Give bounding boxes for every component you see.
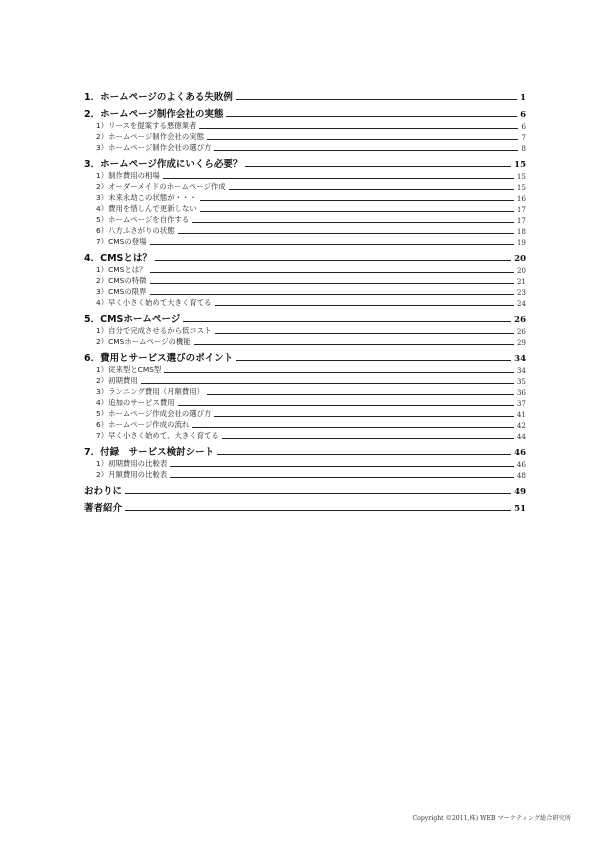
toc-page-number: 15 [516,183,526,192]
toc-section-entry [84,181,526,192]
toc-section-title: 3）ホームページ制作会社の選び方 [96,143,212,152]
toc-leader-line [207,394,514,395]
toc-section-title: 3）CMSの限界 [96,287,147,296]
toc-leader-line [125,493,511,494]
toc-section-title: 3）未来永劫この状態が・・・ [96,193,197,202]
toc-chapter-entry [84,106,526,120]
toc-section-entry [84,192,526,203]
toc-section-title: 2）CMSの特徴 [96,276,147,285]
toc-section-title: 6）ホームページ作成の流れ [96,420,190,429]
toc-page-number: 17 [516,205,526,214]
toc-leader-line [222,438,514,439]
toc-page-number: 23 [516,288,526,297]
toc-section-title: 1）リースを提案する悪徳業者 [96,121,197,130]
toc-page-number: 6 [521,122,526,131]
toc-leader-line [183,321,511,322]
toc-section-title: 1）制作費用の相場 [96,171,160,180]
toc-section-entry [84,297,526,308]
table-of-contents [84,89,526,514]
toc-leader-line [229,189,514,190]
toc-section-title: 2）CMSホームページの機能 [96,337,191,346]
toc-section-title: 2）ホームページ制作会社の実態 [96,132,205,141]
toc-leader-line [141,383,514,384]
toc-page-number: 35 [516,377,526,386]
toc-leader-line [199,128,518,129]
toc-leader-line [125,510,511,511]
toc-page-number: 46 [514,448,526,458]
toc-leader-line [214,416,513,417]
toc-section-entry [84,397,526,408]
toc-chapter-title: 2．ホームページ制作会社の実態 [84,109,224,120]
toc-leader-line [164,372,514,373]
toc-section-entry [84,120,526,131]
toc-section-title: 2）月額費用の比較表 [96,470,168,479]
toc-leader-line [207,139,518,140]
toc-section-entry [84,275,526,286]
toc-chapter-title: 3．ホームページ作成にいくら必要？ [84,159,243,170]
toc-page-number: 51 [514,504,526,514]
toc-section-title: 1）初期費用の比較表 [96,459,168,468]
toc-leader-line [200,211,514,212]
toc-leader-line [192,427,514,428]
toc-leader-line [170,477,514,478]
toc-page-number: 20 [516,266,526,275]
toc-section-entry [84,336,526,347]
toc-section-entry [84,286,526,297]
toc-section-entry [84,430,526,441]
toc-leader-line [214,150,518,151]
toc-section-entry [84,142,526,153]
toc-section-entry [84,203,526,214]
toc-page-number: 26 [514,315,526,325]
toc-section-entry [84,419,526,430]
toc-section-title: 1）自分で完成させるから低コスト [96,326,212,335]
toc-page-number: 18 [516,227,526,236]
toc-page-number: 6 [520,110,526,120]
toc-section-title: 6）八方ふさがりの状態 [96,226,175,235]
toc-chapter-title: 5．CMSホームページ [84,314,181,325]
toc-page-number: 44 [516,432,526,441]
toc-chapter-title: おわりに [84,486,123,497]
toc-leader-line [236,360,511,361]
toc-leader-line [150,283,514,284]
toc-chapter-entry [84,483,526,497]
toc-chapter-entry [84,350,526,364]
toc-leader-line [215,305,514,306]
toc-leader-line [215,333,514,334]
toc-section-entry [84,236,526,247]
toc-leader-line [155,260,511,261]
toc-page-number: 46 [516,460,526,469]
toc-leader-line [150,272,514,273]
toc-chapter-entry [84,311,526,325]
toc-leader-line [200,200,514,201]
toc-section-title: 1）従来型とCMS型 [96,365,162,374]
toc-chapter-title: 4．CMSとは？ [84,253,152,264]
toc-page-number: 41 [516,410,526,419]
toc-page-number: 48 [516,471,526,480]
toc-leader-line [178,233,514,234]
toc-leader-line [178,405,514,406]
toc-page-number: 36 [516,388,526,397]
toc-leader-line [170,466,514,467]
toc-page-number: 15 [514,160,526,170]
toc-section-title: 2）オーダーメイドのホームページ作成 [96,182,226,191]
toc-section-entry [84,214,526,225]
toc-section-title: 4）早く小さく始めて大きく育てる [96,298,212,307]
toc-page-number: 29 [516,338,526,347]
toc-chapter-title: 7．付録 サービス検討シート [84,447,215,458]
toc-section-title: 3）ランニング費用（月額費用） [96,387,205,396]
toc-section-entry [84,458,526,469]
toc-section-entry [84,375,526,386]
toc-section-title: 2）初期費用 [96,376,138,385]
toc-page-number: 15 [516,172,526,181]
toc-chapter-title: 6．費用とサービス選びのポイント [84,353,234,364]
toc-section-entry [84,386,526,397]
toc-page-number: 49 [514,487,526,497]
toc-leader-line [194,344,514,345]
toc-page-number: 42 [516,421,526,430]
toc-chapter-entry [84,500,526,514]
copyright-footer: Copyright ©2011,株) WEB マーケティング総合研究所 [412,815,571,822]
toc-leader-line [217,454,511,455]
toc-section-entry [84,364,526,375]
toc-page-number: 20 [514,254,526,264]
toc-section-entry [84,225,526,236]
toc-chapter-entry [84,444,526,458]
toc-section-title: 1）CMSとは？ [96,265,147,274]
toc-section-title: 4）費用を惜しんで更新しない [96,204,197,213]
toc-page-number: 37 [516,399,526,408]
toc-chapter-entry [84,89,526,103]
toc-page-number: 17 [516,216,526,225]
toc-section-entry [84,408,526,419]
toc-leader-line [245,166,511,167]
toc-page-number: 7 [521,133,526,142]
toc-section-title: 5）ホームページ作成会社の選び方 [96,409,212,418]
toc-chapter-title: 著者紹介 [84,503,123,514]
toc-page-number: 34 [514,354,526,364]
toc-section-entry [84,170,526,181]
toc-section-title: 5）ホームページを自作する [96,215,190,224]
toc-leader-line [226,116,517,117]
toc-leader-line [236,99,517,100]
toc-page-number: 21 [516,277,526,286]
toc-page-number: 16 [516,194,526,203]
toc-leader-line [150,294,514,295]
toc-section-title: 7）CMSの登場 [96,237,147,246]
toc-page-number: 26 [516,327,526,336]
toc-section-entry [84,264,526,275]
toc-section-title: 7）早く小さく始めて、大きく育てる [96,431,219,440]
toc-section-entry [84,131,526,142]
toc-page-number: 19 [516,238,526,247]
toc-chapter-title: 1．ホームページのよくある失敗例 [84,92,233,103]
toc-page-number: 24 [516,299,526,308]
toc-page-number: 34 [516,366,526,375]
toc-leader-line [150,244,514,245]
toc-section-entry [84,469,526,480]
toc-section-title: 4）追加のサービス費用 [96,398,175,407]
toc-page-number: 1 [520,93,526,103]
toc-chapter-entry [84,250,526,264]
toc-page-number: 8 [521,144,526,153]
toc-section-entry [84,325,526,336]
toc-chapter-entry [84,156,526,170]
toc-leader-line [163,178,514,179]
toc-leader-line [192,222,514,223]
